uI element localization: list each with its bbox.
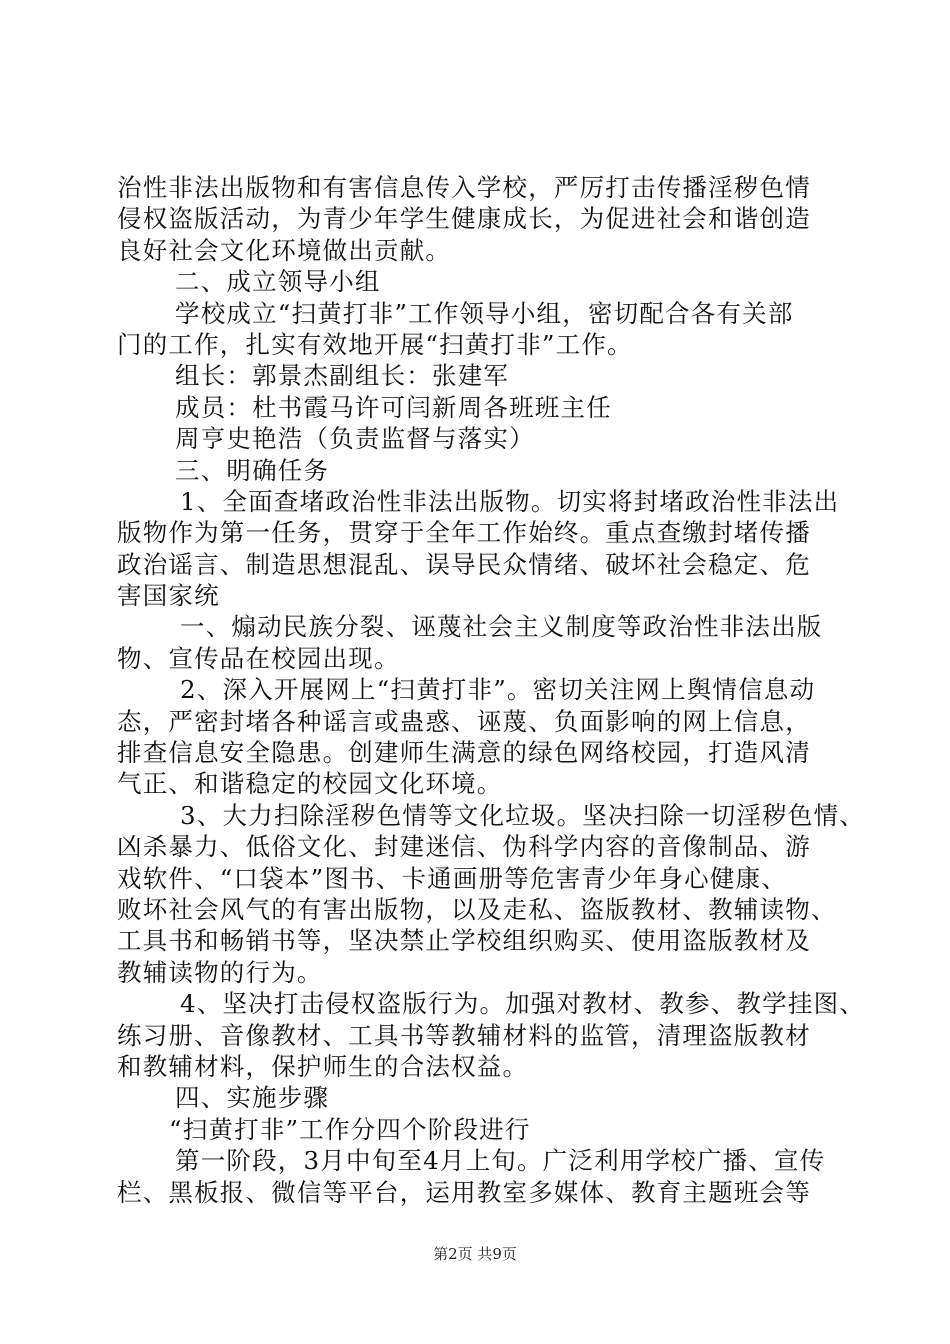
paragraph-line: 戏软件、“口袋本”图书、卡通画册等危害青少年身心健康、 (117, 863, 787, 893)
paragraph-line: 良好社会文化环境做出贡献。 (117, 235, 452, 265)
paragraph-line: 成员：杜书霞马许可闫新周各班班主任 (175, 392, 612, 422)
paragraph-line: 2、深入开展网上“扫黄打非”。密切关注网上舆情信息动 (180, 675, 816, 705)
paragraph-line: 门的工作，扎实有效地开展“扫黄打非”工作。 (117, 329, 633, 359)
paragraph-line: 侵权盗版活动，为青少年学生健康成长，为促进社会和谐创造 (117, 204, 811, 234)
document-body (117, 172, 865, 1208)
paragraph-line: 版物作为第一任务，贯穿于全年工作始终。重点查缴封堵传播 (117, 518, 811, 548)
paragraph-line: 工具书和畅销书等，坚决禁止学校组织购买、使用盗版教材及 (117, 926, 811, 956)
page-footer: 第2页 共9页 (433, 1245, 517, 1263)
paragraph-line: 治性非法出版物和有害信息传入学校，严厉打击传播淫秽色情 (117, 173, 811, 202)
paragraph-line: 第一阶段，3月中旬至4月上旬。广泛利用学校广播、宣传 (175, 1146, 826, 1176)
paragraph-line: 周亨史艳浩（负责监督与落实） (175, 424, 535, 454)
paragraph-line: “扫黄打非”工作分四个阶段进行 (169, 1114, 531, 1144)
paragraph-line: 败坏社会风气的有害出版物，以及走私、盗版教材、教辅读物、 (117, 894, 837, 924)
paragraph-line: 政治谣言、制造思想混乱、误导民众情绪、破坏社会稳定、危 (117, 549, 811, 579)
paragraph-line: 和教辅材料，保护师生的合法权益。 (117, 1051, 529, 1081)
paragraph-line: 一、煽动民族分裂、诬蔑社会主义制度等政治性非法出版 (180, 612, 823, 642)
paragraph-line: 气正、和谐稳定的校园文化环境。 (117, 769, 503, 799)
paragraph-line: 练习册、音像教材、工具书等教辅材料的监管，清理盗版教材 (117, 1020, 811, 1050)
paragraph-line: 学校成立“扫黄打非”工作领导小组，密切配合各有关部 (175, 298, 794, 328)
section-heading: 三、明确任务 (175, 455, 330, 485)
paragraph-line: 凶杀暴力、低俗文化、封建迷信、伪科学内容的音像制品、游 (117, 832, 811, 862)
section-heading: 二、成立领导小组 (175, 267, 381, 297)
paragraph-line: 3、大力扫除淫秽色情等文化垃圾。坚决扫除一切淫秽色情、 (180, 800, 865, 830)
paragraph-line: 害国家统 (117, 581, 220, 611)
paragraph-line: 栏、黑板报、微信等平台，运用教室多媒体、教育主题班会等 (117, 1177, 811, 1207)
paragraph-line: 教辅读物的行为。 (117, 957, 323, 987)
paragraph-line: 排查信息安全隐患。创建师生满意的绿色网络校园，打造风清 (117, 738, 811, 768)
paragraph-line: 态，严密封堵各种谣言或蛊惑、诬蔑、负面影响的网上信息， (117, 706, 811, 736)
paragraph-line: 物、宣传品在校园出现。 (117, 643, 400, 673)
paragraph-line: 1、全面查堵政治性非法出版物。切实将封堵政治性非法出 (180, 486, 840, 516)
paragraph-line: 组长：郭景杰副组长：张建军 (175, 361, 510, 391)
section-heading: 四、实施步骤 (175, 1083, 330, 1113)
paragraph-line: 4、坚决打击侵权盗版行为。加强对教材、教参、教学挂图、 (180, 989, 865, 1019)
